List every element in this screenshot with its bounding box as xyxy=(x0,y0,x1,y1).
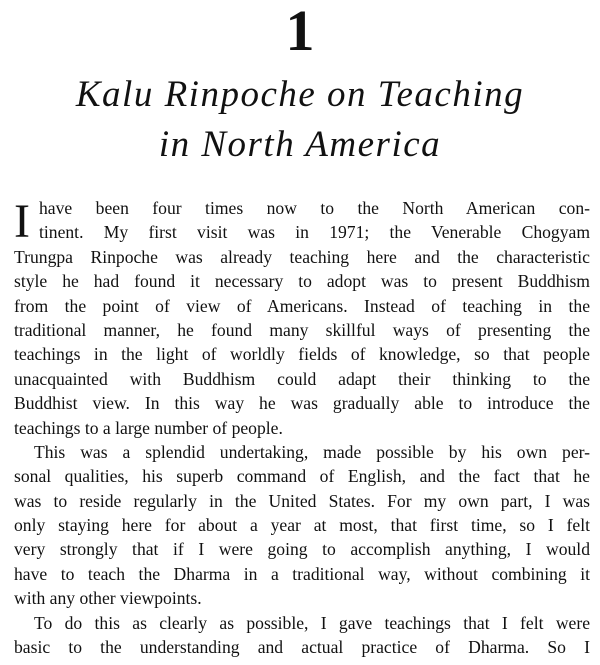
text-line: with any other viewpoints. xyxy=(14,588,202,609)
text-line: teachings to a large number of people. xyxy=(14,417,283,438)
chapter-title-line-2: in North America xyxy=(158,124,442,165)
chapter-title xyxy=(0,70,600,170)
text-line: very strongly that if I were going to accomplish anything, I would xyxy=(14,539,590,560)
text-line: sonal qualities, his superb command of English, and the fact that he xyxy=(14,466,590,487)
text-line: style he had found it necessary to adopt was to present Buddhism xyxy=(14,271,590,292)
text-line: This was a splendid undertaking, made possible by his own per- xyxy=(34,441,590,462)
text-line: Buddhist view. In this way he was gradually able to introduce the xyxy=(14,393,590,414)
text-line: was to reside regularly in the United States. For my own part, I was xyxy=(14,490,590,511)
chapter-number: 1 xyxy=(285,0,315,63)
text-line: basic to the understanding and actual practice of Dharma. So I xyxy=(14,637,590,658)
text-line: unacquainted with Buddhism could adapt their thinking to the xyxy=(14,368,590,389)
text-line: traditional manner, he found many skillful ways of presenting the xyxy=(14,319,590,340)
drop-cap: I xyxy=(14,195,30,248)
text-line: teachings in the light of worldly fields of knowledge, so that people xyxy=(14,344,590,365)
text-line: only staying here for about a year at most, that first time, so I felt xyxy=(14,515,590,536)
text-line: To do this as clearly as possible, I gave teachings that I felt were xyxy=(34,612,590,633)
text-line: have been four times now to the North American con- xyxy=(39,198,590,218)
chapter-title-line-1: Kalu Rinpoche on Teaching xyxy=(75,74,525,115)
text-line: have to teach the Dharma in a traditional way, without combining it xyxy=(14,563,590,584)
text-line: from the point of view of Americans. Instead of teaching in the xyxy=(14,295,590,316)
text-line: Trungpa Rinpoche was already teaching here and the characteristic xyxy=(14,246,590,267)
text-line: tinent. My first visit was in 1971; the Venerable Chogyam xyxy=(39,222,590,243)
body-text xyxy=(14,196,590,659)
